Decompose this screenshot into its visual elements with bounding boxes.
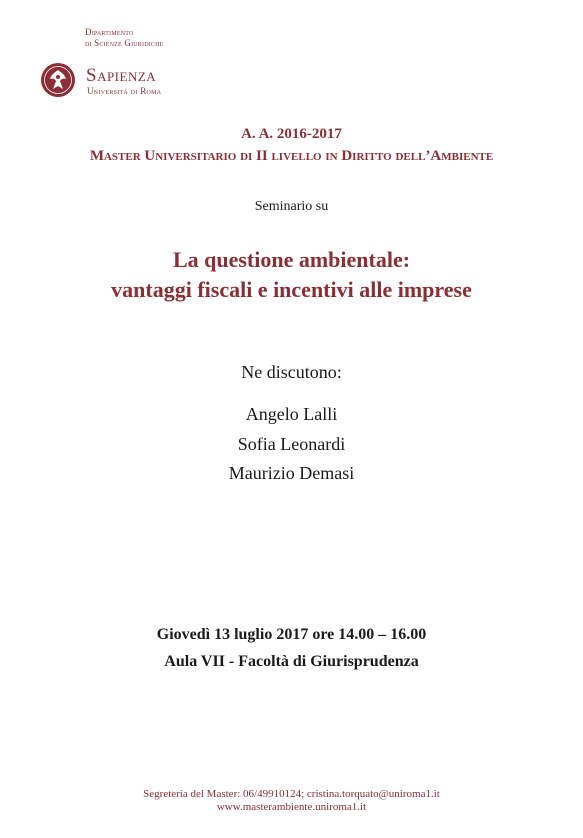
website-link[interactable]: www.masterambiente.uniroma1.it (216, 801, 367, 813)
seminar-intro: Seminario su (254, 199, 329, 214)
speakers-intro: Ne discutono: (241, 362, 342, 382)
department-name (85, 27, 164, 49)
master-program: Master Universitario di II livello in Diritto dell’Ambiente (89, 148, 494, 164)
brand-subtitle: Università di Roma (87, 86, 162, 96)
contact-info: Segreteria del Master: 06/49910124; cristina.torquato@uniroma1.it (143, 788, 440, 800)
department-line-2: di Scienze Giuridiche (85, 38, 164, 48)
department-line-1: Dipartimento (85, 27, 134, 37)
event-venue: Aula VII - Facoltà di Giurisprudenza (164, 653, 419, 670)
seminar-title-line-1: La questione ambientale: (172, 247, 411, 272)
speaker-name: Maurizio Demasi (228, 463, 355, 483)
brand-name: Sapienza (86, 65, 157, 86)
sapienza-seal-icon (40, 62, 76, 98)
speaker-name: Angelo Lalli (245, 404, 338, 424)
seminar-title-line-2: vantaggi fiscali e incentivi alle imprese (111, 277, 472, 302)
speaker-name: Sofia Leonardi (237, 434, 346, 454)
academic-year: A. A. 2016-2017 (241, 126, 342, 142)
event-date-time: Giovedì 13 luglio 2017 ore 14.00 – 16.00 (156, 626, 427, 643)
